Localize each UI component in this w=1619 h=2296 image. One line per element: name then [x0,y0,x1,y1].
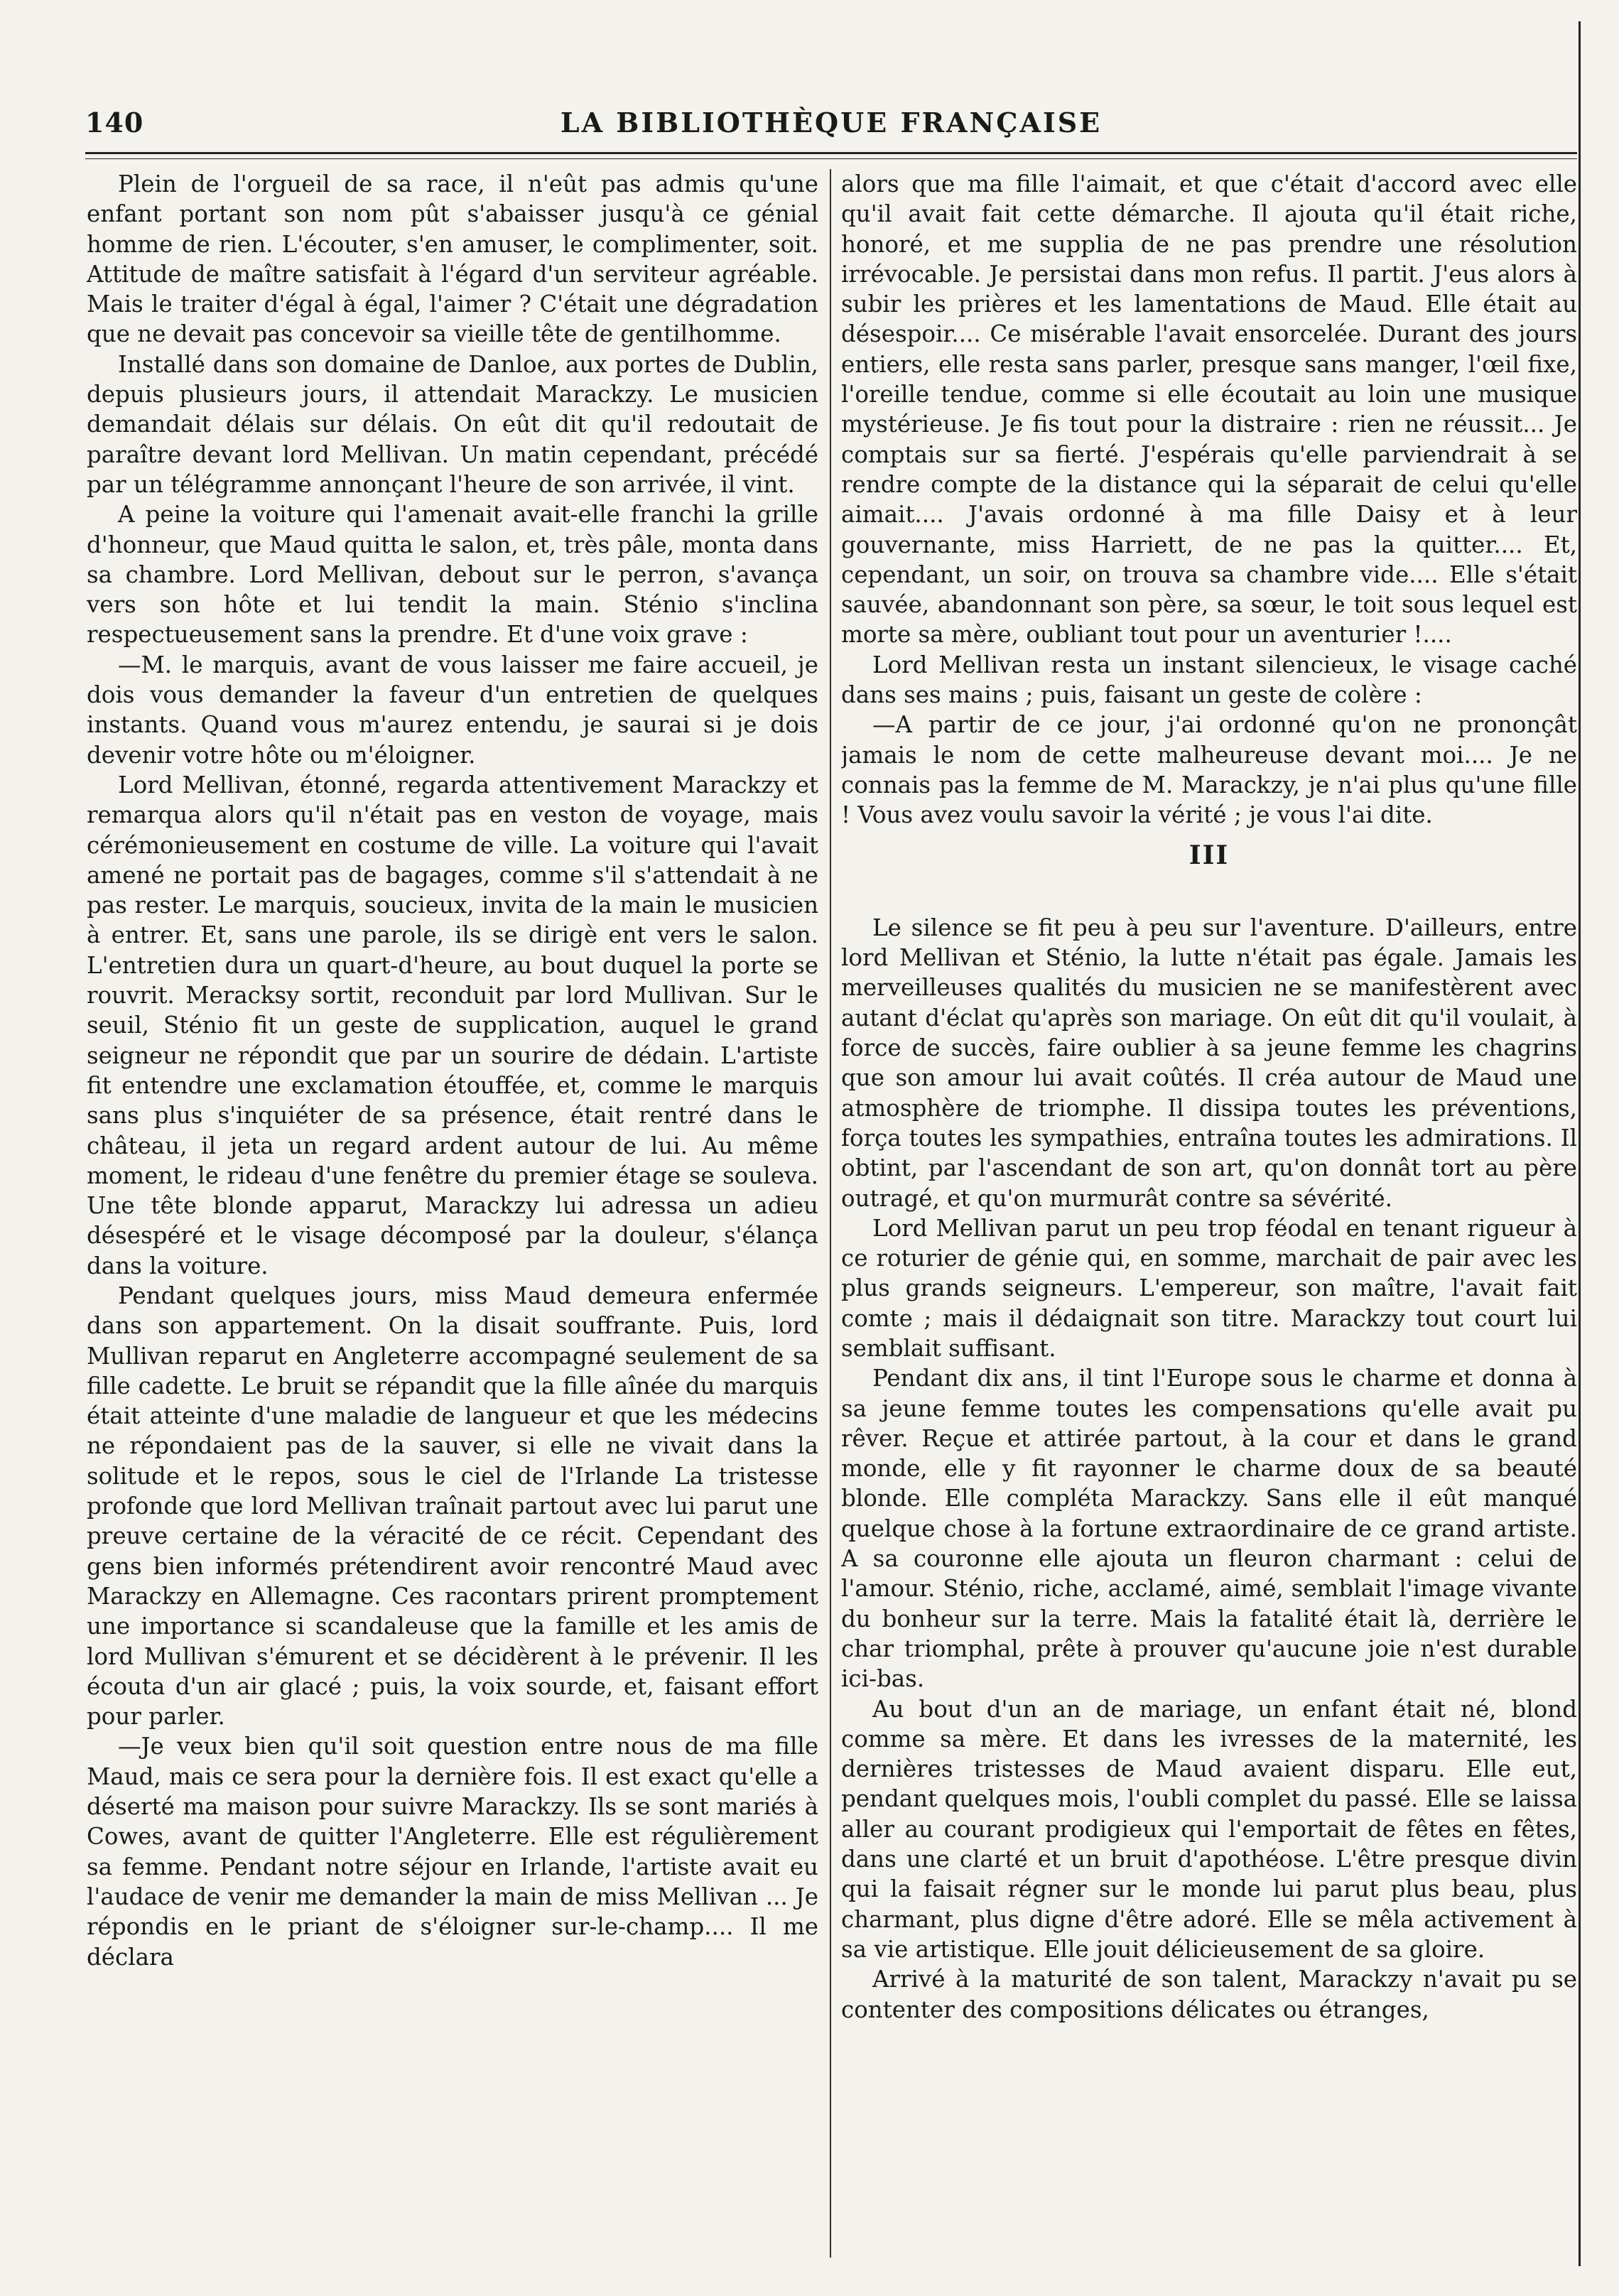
paragraph: Lord Mellivan resta un instant silencieux, le visage caché dans ses mains ; puis, faisant un geste de colère : [841,651,1577,709]
paragraph: —Je veux bien qu'il soit question entre nous de ma fille Maud, mais ce sera pour la dernière fois. Il est exact qu'elle a déserté ma maison pour suivre Marackzy. Ils se sont mariés à Cowes, avant de quitter l'Angleterre. Elle est régulièrement sa femme. Pendant notre séjour en Irlande, l'artiste avait eu l'audace de venir me demander la main de miss Mellivan ... Je répondis en le priant de s'éloigner sur-le-champ.... Il me déclara [87,1733,818,1971]
paragraph: —M. le marquis, avant de vous laisser me faire accueil, je dois vous demander la faveur d'un entretien de quelques instants. Quand vous m'aurez entendu, je saurai si je dois devenir votre hôte ou m'éloigner. [87,651,818,769]
page-edge-rule [1579,21,1581,2266]
header-rule [85,152,1577,159]
paragraph: —A partir de ce jour, j'ai ordonné qu'on ne prononçât jamais le nom de cette malheureuse devant moi.... Je ne connais pas la femme de M. Marackzy, je n'ai plus qu'une fille ! Vous avez voulu savoir la vérité ; je vous l'ai dite. [841,711,1577,829]
paragraph: Installé dans son domaine de Danloe, aux portes de Dublin, depuis plusieurs jours, il attendait Marackzy. Le musicien demandait délais sur délais. On eût dit qu'il redoutait de paraître devant lord Mellivan. Un matin cependant, précédé par un télégramme annonçant l'heure de son arrivée, il vint. [87,350,818,498]
journal-title: LA BIBLIOTHÈQUE FRANÇAISE [560,107,1103,139]
column-divider [830,169,831,2258]
page-number: 140 [85,107,144,139]
section-heading: III [1188,840,1230,870]
paragraph: alors que ma fille l'aimait, et que c'était d'accord avec elle qu'il avait fait cette démarche. Il ajouta qu'il était riche, honoré, et me supplia de ne pas prendre une résolution irrévocable. Je persistai dans mon refus. Il partit. J'eus alors à subir les prières et les lamentations de Maud. Elle était au désespoir.... Ce misérable l'avait ensorcelée. Durant des jours entiers, elle resta sans parler, presque sans manger, l'œil fixe, l'oreille tendue, comme si elle écoutait au loin une musique mystérieuse. Je fis tout pour la distraire : rien ne réussit... Je comptais sur sa fierté. J'espérais qu'elle parviendrait à se rendre compte de la distance qui la séparait de celui qu'elle aimait.... J'avais ordonné à ma fille Daisy et à leur gouvernante, miss Harriett, de ne pas la quitter.... Et, cependant, un soir, on trouva sa chambre vide.... Elle s'était sauvée, abandonnant son père, sa sœur, le toit sous lequel est morte sa mère, oubliant tout pour un aventurier !.... [841,170,1577,649]
paragraph: Pendant dix ans, il tint l'Europe sous le charme et donna à sa jeune femme toutes les compensations qu'elle avait pu rêver. Reçue et attirée partout, à la cour et dans le grand monde, elle y fit rayonner le charme doux de sa beauté blonde. Elle compléta Marackzy. Sans elle il eût manqué quelque chose à la fortune extraordinaire de ce grand artiste. A sa couronne elle ajouta un fleuron charmant : celui de l'amour. Sténio, riche, acclamé, aimé, semblait l'image vivante du bonheur sur la terre. Mais la fatalité était là, derrière le char triomphal, prête à prouver qu'aucune joie n'est durable ici-bas. [841,1365,1577,1693]
paragraph: Pendant quelques jours, miss Maud demeura enfermée dans son appartement. On la disait souffrante. Puis, lord Mullivan reparut en Angleterre accompagné seulement de sa fille cadette. Le bruit se répandit que la fille aînée du marquis était atteinte d'une maladie de langueur et que les médecins ne répondaient pas de la sauver, si elle ne vivait dans la solitude et le repos, sous le ciel de l'Irlande La tristesse profonde que lord Mellivan traînait partout avec lui parut une preuve certaine de la véracité de ce récit. Cependant des gens bien informés prétendirent avoir rencontré Maud avec Marackzy en Allemagne. Ces racontars prirent promptement une importance si scandaleuse que la famille et les amis de lord Mullivan s'émurent et se décidèrent à le prévenir. Il les écouta d'un air glacé ; puis, la voix sourde, et, faisant effort pour parler. [87,1282,818,1731]
paragraph: Au bout d'un an de mariage, un enfant était né, blond comme sa mère. Et dans les ivresses de la maternité, les dernières tristesses de Maud avaient disparu. Elle eut, pendant quelques mois, l'oubli complet du passé. Elle se laissa aller au courant prodigieux qui l'emportait de fêtes en fêtes, dans une clarté et un bruit d'apothéose. L'être presque divin qui la faisait régner sur le monde lui parut plus beau, plus charmant, plus digne d'être adoré. Elle se mêla activement à sa vie artistique. Elle jouit délicieusement de sa gloire. [841,1695,1577,1963]
left-column [87,169,818,2272]
paragraph: A peine la voiture qui l'amenait avait-elle franchi la grille d'honneur, que Maud quitta le salon, et, très pâle, monta dans sa chambre. Lord Mellivan, debout sur le perron, s'avança vers son hôte et lui tendit la main. Sténio s'inclina respectueusement sans la prendre. Et d'une voix grave : [87,501,818,649]
page-header [85,107,1577,149]
paragraph: Lord Mellivan parut un peu trop féodal en tenant rigueur à ce roturier de génie qui, en somme, marchait de pair avec les plus grands seigneurs. L'empereur, son maître, l'avait fait comte ; mais il dédaignait son titre. Marackzy tout court lui semblait suffisant. [841,1214,1577,1362]
right-column [841,169,1577,2272]
paragraph: Lord Mellivan, étonné, regarda attentivement Marackzy et remarqua alors qu'il n'était pas en veston de voyage, mais cérémonieusement en costume de ville. La voiture qui l'avait amené ne portait pas de bagages, comme s'il s'attendait à ne pas rester. Le marquis, soucieux, invita de la main le musicien à entrer. Et, sans une parole, ils se dirigè ent vers le salon. L'entretien dura un quart-d'heure, au bout duquel la porte se rouvrit. Meracksy sortit, reconduit par lord Mullivan. Sur le seuil, Sténio fit un geste de supplication, auquel le grand seigneur ne répondit que par un sourire de dédain. L'artiste fit entendre une exclamation étouffée, et, comme le marquis sans plus s'inquiéter de sa présence, était rentré dans le château, il jeta un regard ardent autour de lui. Au même moment, le rideau d'une fenêtre du premier étage se souleva. Une tête blonde apparut, Marackzy lui adressa un adieu désespéré et le visage décomposé par la douleur, s'élança dans la voiture. [87,771,818,1279]
paragraph: Plein de l'orgueil de sa race, il n'eût pas admis qu'une enfant portant son nom pût s'abaisser jusqu'à ce génial homme de rien. L'écouter, s'en amuser, le complimenter, soit. Attitude de maître satisfait à l'égard d'un serviteur agréable. Mais le traiter d'égal à égal, l'aimer ? C'était une dégradation que ne devait pas concevoir sa vieille tête de gentilhomme. [87,170,818,348]
paragraph: Arrivé à la maturité de son talent, Marackzy n'avait pu se contenter des compositions délicates ou étranges, [841,1966,1577,2023]
paragraph: Le silence se fit peu à peu sur l'aventure. D'ailleurs, entre lord Mellivan et Sténio, la lutte n'était pas égale. Jamais les merveilleuses qualités du musicien ne se manifestèrent avec autant d'éclat qu'après son mariage. On eût dit qu'il voulait, à force de succès, faire oublier à sa jeune femme les chagrins que son amour lui avait coûtés. Il créa autour de Maud une atmosphère de triomphe. Il dissipa toutes les préventions, força toutes les sympathies, entraîna toutes les admirations. Il obtint, par l'ascendant de son art, qu'on donnât tort au père outragé, et qu'on murmurât contre sa sévérité. [841,914,1577,1212]
